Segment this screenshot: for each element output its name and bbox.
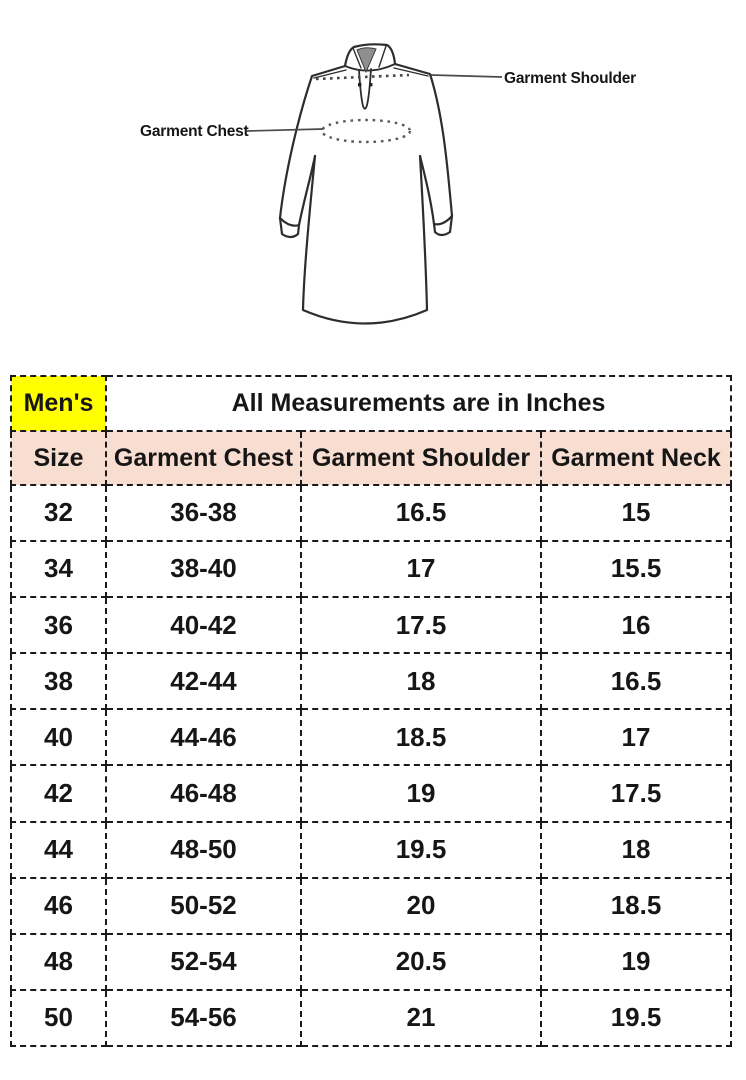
chest-pointer-line bbox=[247, 129, 323, 131]
cell-neck: 17.5 bbox=[541, 765, 731, 821]
cell-size: 46 bbox=[11, 878, 106, 934]
cell-neck: 15.5 bbox=[541, 541, 731, 597]
cell-shoulder: 17.5 bbox=[301, 597, 541, 653]
cell-neck: 19.5 bbox=[541, 990, 731, 1046]
cell-shoulder: 18 bbox=[301, 653, 541, 709]
cell-size: 40 bbox=[11, 709, 106, 765]
cell-chest: 36-38 bbox=[106, 485, 301, 541]
button-dot bbox=[358, 83, 361, 86]
column-header-garment-neck: Garment Neck bbox=[541, 431, 731, 485]
table-title-row bbox=[11, 376, 731, 431]
garment-shoulder-label: Garment Shoulder bbox=[504, 70, 637, 87]
cell-size: 50 bbox=[11, 990, 106, 1046]
cell-shoulder: 21 bbox=[301, 990, 541, 1046]
cell-neck: 18 bbox=[541, 822, 731, 878]
chest-measure-dotted-ellipse bbox=[322, 120, 410, 142]
cell-chest: 38-40 bbox=[106, 541, 301, 597]
cell-neck: 16.5 bbox=[541, 653, 731, 709]
cell-shoulder: 17 bbox=[301, 541, 541, 597]
column-header-garment-chest: Garment Chest bbox=[106, 431, 301, 485]
cell-size: 34 bbox=[11, 541, 106, 597]
cell-size: 48 bbox=[11, 934, 106, 990]
table-row bbox=[11, 485, 731, 541]
cell-neck: 16 bbox=[541, 597, 731, 653]
cell-size: 32 bbox=[11, 485, 106, 541]
table-header-row bbox=[11, 431, 731, 485]
garment-chest-label: Garment Chest bbox=[140, 123, 249, 140]
cell-neck: 15 bbox=[541, 485, 731, 541]
cell-shoulder: 19 bbox=[301, 765, 541, 821]
cell-shoulder: 18.5 bbox=[301, 709, 541, 765]
group-label-cell: Men's bbox=[11, 376, 106, 431]
table-row bbox=[11, 822, 731, 878]
button-dot bbox=[369, 83, 372, 86]
table-row bbox=[11, 653, 731, 709]
cell-chest: 44-46 bbox=[106, 709, 301, 765]
kurta-outline bbox=[280, 44, 452, 323]
cell-shoulder: 19.5 bbox=[301, 822, 541, 878]
cell-chest: 52-54 bbox=[106, 934, 301, 990]
cell-neck: 18.5 bbox=[541, 878, 731, 934]
cell-chest: 50-52 bbox=[106, 878, 301, 934]
size-chart-table bbox=[10, 375, 732, 1047]
table-row bbox=[11, 765, 731, 821]
size-table-body bbox=[11, 485, 731, 1046]
table-row bbox=[11, 878, 731, 934]
table-row bbox=[11, 597, 731, 653]
cell-size: 38 bbox=[11, 653, 106, 709]
table-title-cell: All Measurements are in Inches bbox=[106, 376, 731, 431]
cell-chest: 48-50 bbox=[106, 822, 301, 878]
cell-shoulder: 20 bbox=[301, 878, 541, 934]
cell-size: 44 bbox=[11, 822, 106, 878]
collar-shadow bbox=[357, 48, 376, 72]
cell-neck: 19 bbox=[541, 934, 731, 990]
table-row bbox=[11, 990, 731, 1046]
cell-shoulder: 16.5 bbox=[301, 485, 541, 541]
shoulder-measure-dotted-line bbox=[316, 75, 409, 79]
column-header-size: Size bbox=[11, 431, 106, 485]
kurta-diagram bbox=[0, 28, 746, 363]
cell-shoulder: 20.5 bbox=[301, 934, 541, 990]
cell-size: 36 bbox=[11, 597, 106, 653]
cell-chest: 46-48 bbox=[106, 765, 301, 821]
cell-chest: 40-42 bbox=[106, 597, 301, 653]
cell-neck: 17 bbox=[541, 709, 731, 765]
cell-chest: 42-44 bbox=[106, 653, 301, 709]
column-header-garment-shoulder: Garment Shoulder bbox=[301, 431, 541, 485]
table-row bbox=[11, 934, 731, 990]
table-row bbox=[11, 709, 731, 765]
table-row bbox=[11, 541, 731, 597]
cell-size: 42 bbox=[11, 765, 106, 821]
shoulder-pointer-line bbox=[431, 75, 502, 77]
cell-chest: 54-56 bbox=[106, 990, 301, 1046]
